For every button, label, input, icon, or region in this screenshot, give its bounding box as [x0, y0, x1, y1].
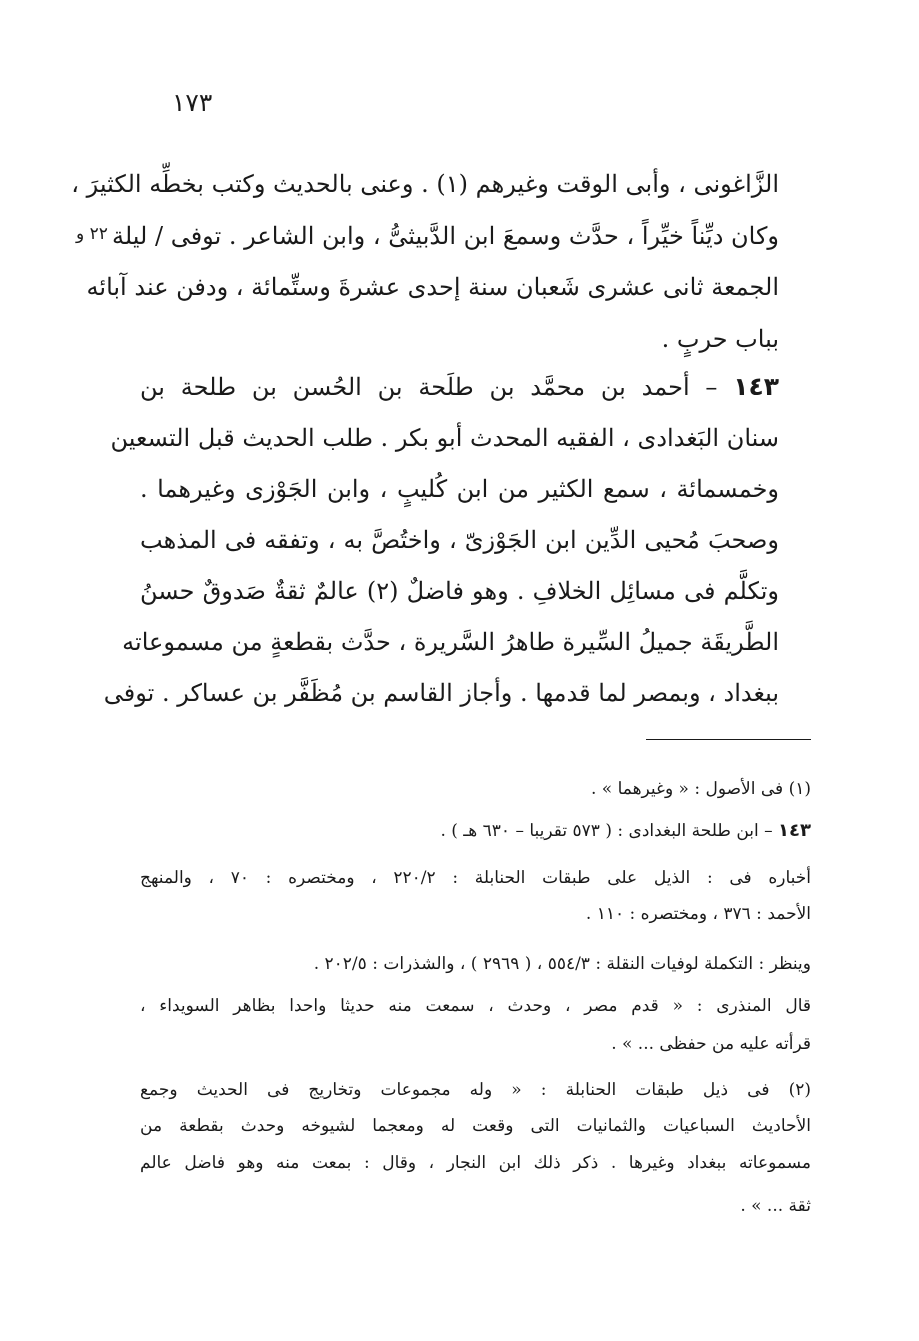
text-line: وصحبَ مُحيى الدِّين ابن الجَوْزىّ ، واختُصَّ به ، وتفقه فى المذهب — [140, 526, 779, 554]
text-line: بباب حربٍ . — [661, 325, 779, 353]
footnote-2-line: (٢) فى ذيل طبقات الحنابلة : « وله مجموعات وتخاريج فى الحديث وجمع — [140, 1080, 811, 1100]
footnote-mundhiri-line: قرأته عليه من حفظى ... » . — [611, 1034, 811, 1054]
entry-number: ١٤٣ — [733, 372, 779, 401]
footnote-see-also: وينظر : التكملة لوفيات النقلة : ٥٥٤/٣ ، ( ٢٩٦٩ ) ، والشذرات : ٢٠٢/٥ . — [313, 954, 811, 974]
page-number: ١٧٣ — [172, 88, 213, 117]
text-line: الجمعة ثانى عشرى شَعبان سنة إحدى عشرةَ وستِّمائة ، ودفن عند آبائه — [86, 273, 779, 301]
footnote-entry-number: ١٤٣ — [778, 820, 811, 841]
footnote-mundhiri-line: قال المنذرى : « قدم مصر ، وحدث ، سمعت منه حديثا واحدا بظاهر السويداء ، — [140, 996, 811, 1016]
text-line: الطَّريقَة جميلُ السِّيرة طاهرُ السَّريرة ، حدَّث بقطعةٍ من مسموعاته — [122, 628, 779, 656]
text-line: الزَّاغونى ، وأبى الوقت وغيرهم (١) . وعنى بالحديث وكتب بخطِّه الكثيرَ ، — [71, 170, 779, 198]
text-line: وتكلَّم فى مسائِل الخلافِ . وهو فاضلٌ (٢) عالمٌ ثقةٌ صَدوقٌ حسنُ — [140, 577, 780, 605]
footnote-sources-line: الأحمد : ٣٧٦ ، ومختصره : ١١٠ . — [585, 904, 811, 924]
text-line: وخمسمائة ، سمع الكثير من ابن كُليبٍ ، وابن الجَوْزى وغيرهما . — [140, 475, 779, 503]
footnote-1: (١) فى الأصول : « وغيرهما » . — [590, 779, 811, 799]
entry-heading-text: – أحمد بن محمَّد بن طلَحة بن الحُسن بن طلحة بن — [140, 373, 734, 401]
footnote-2-line: مسموعاته ببغداد وغيرها . ذكر ذلك ابن النجار ، وقال : بمعت منه وهو فاضل عالم — [140, 1153, 811, 1173]
margin-note: ٢٢ و — [76, 224, 108, 244]
footnote-separator — [646, 739, 811, 740]
footnote-entry-text: – ابن طلحة البغدادى : ( ٥٧٣ تقريبا – ٦٣٠ هـ ) . — [440, 821, 779, 841]
footnote-2-line: الأحاديث السباعيات والثمانيات التى وقعت له ومعجما لشيوخه وحدث بقطعة من — [140, 1116, 811, 1136]
text-line: ببغداد ، وبمصر لما قدمها . وأجاز القاسم بن مُظَفَّر بن عساكر . توفى — [103, 679, 779, 707]
entry-heading-line — [140, 361, 779, 413]
footnote-sources-line: أخباره فى : الذيل على طبقات الحنابلة : ٢٢٠/٢ ، ومختصره : ٧٠ ، والمنهج — [140, 868, 811, 888]
text-line: سنان البَغدادى ، الفقيه المحدث أبو بكر . طلب الحديث قبل التسعين — [110, 424, 779, 452]
text-line: وكان ديِّناً خيِّراً ، حدَّث وسمعَ ابن الدَّبيثىُّ ، وابن الشاعر . توفى / ليلة — [111, 222, 779, 250]
footnote-2-line: ثقة ... » . — [740, 1196, 811, 1216]
footnote-entry-ref — [140, 815, 811, 847]
